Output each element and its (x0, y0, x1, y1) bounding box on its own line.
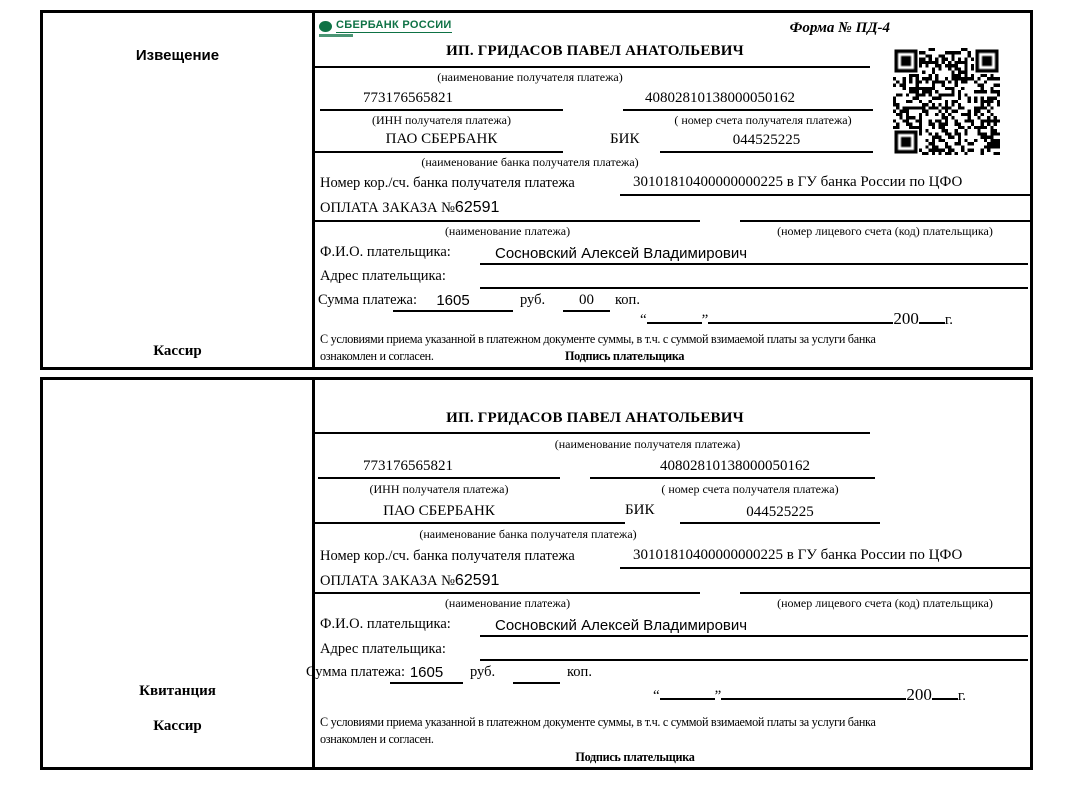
account-line (590, 477, 875, 479)
recipient-name-caption: (наименование получателя платежа) (437, 70, 623, 84)
sum-rub-line (393, 310, 513, 312)
payment-name (320, 199, 499, 217)
fio-value: Сосновский Алексей Владимирович (495, 245, 748, 262)
rub-label: руб. (470, 664, 496, 680)
recipient-name: ИП. ГРИДАСОВ ПАВЕЛ АНАТОЛЬЕВИЧ (446, 410, 744, 426)
payment-caption: (наименование платежа) (444, 596, 571, 610)
date-line (640, 309, 953, 329)
notice-section (40, 10, 1033, 370)
date-month-line (708, 309, 893, 324)
year-suffix: г. (957, 688, 967, 704)
payment-caption: (наименование платежа) (444, 224, 571, 238)
kop-line (563, 310, 610, 312)
kop-value: 00 (579, 292, 594, 308)
bank-name: ПАО СБЕРБАНК (385, 131, 498, 147)
fio-label: Ф.И.О. плательщика: (320, 616, 451, 632)
account-value: 40802810138000050162 (645, 90, 795, 106)
payment-name-line (315, 220, 700, 222)
sberbank-logo (319, 19, 452, 37)
kop-label: коп. (615, 292, 640, 308)
close-quote: ” (714, 688, 722, 704)
receipt-label: Квитанция (139, 683, 216, 699)
bank-name-line (315, 522, 625, 524)
qr-code (893, 48, 1000, 155)
inn-caption: (ИНН получателя платежа) (372, 113, 511, 127)
logo-tagline-bar (319, 34, 353, 37)
date-line (653, 685, 966, 705)
date-day-line (660, 685, 715, 700)
fio-label: Ф.И.О. плательщика: (320, 244, 451, 260)
receipt-cashier-label: Кассир (153, 718, 202, 734)
address-label: Адрес плательщика: (320, 268, 446, 284)
agreement-line1: С условиями приема указанной в платежном документе суммы, в т.ч. с суммой взимаемой платы за услуги банка (320, 332, 876, 346)
fio-line (480, 635, 1028, 637)
sum-rub-value: 1605 (409, 664, 444, 681)
open-quote: “ (653, 688, 660, 704)
address-line (480, 659, 1028, 661)
rub-label: руб. (520, 292, 546, 308)
personal-account-line (740, 592, 1030, 594)
payment-name-label: ОПЛАТА ЗАКАЗА № (320, 573, 455, 589)
order-number: 62591 (454, 199, 500, 216)
year-line (932, 685, 958, 700)
close-quote: ” (701, 312, 709, 328)
bank-name: ПАО СБЕРБАНК (383, 503, 495, 519)
sberbank-logo-text: СБЕРБАНК РОССИИ (336, 19, 452, 31)
account-caption: ( номер счета получателя платежа) (661, 482, 839, 496)
date-month-line (721, 685, 906, 700)
inn-caption: (ИНН получателя платежа) (369, 482, 509, 496)
payment-name-line (315, 592, 700, 594)
corr-line (620, 567, 1030, 569)
open-quote: “ (640, 312, 647, 328)
notice-left-column (43, 13, 315, 367)
fio-line (480, 263, 1028, 265)
payer-signature-label: Подпись плательщика (565, 349, 685, 363)
recipient-name: ИП. ГРИДАСОВ ПАВЕЛ АНАТОЛЬЕВИЧ (446, 43, 744, 59)
bank-name-line (315, 151, 563, 153)
corr-line (620, 194, 1030, 196)
sum-rub-value: 1605 (436, 292, 470, 309)
receipt-left-column (43, 380, 315, 767)
agreement-line2: ознакомлен и согласен. (320, 349, 434, 363)
receipt-section (40, 377, 1033, 770)
address-line (480, 287, 1028, 289)
recipient-name-line (315, 66, 870, 68)
kop-line (513, 682, 560, 684)
year-prefix: 200 (906, 685, 932, 704)
corr-value: 30101810400000000225 в ГУ банка России по ЦФО (633, 174, 963, 190)
bank-caption: (наименование банка получателя платежа) (419, 527, 637, 541)
order-number: 62591 (454, 572, 500, 589)
personal-account-line (740, 220, 1030, 222)
sum-label: Сумма платежа: (318, 292, 417, 308)
account-line (623, 109, 873, 111)
recipient-name-caption: (наименование получателя платежа) (554, 437, 741, 451)
payment-name (320, 572, 499, 590)
personal-account-caption: (номер лицевого счета (код) плательщика) (777, 596, 993, 610)
account-caption: ( номер счета получателя платежа) (674, 113, 852, 127)
fio-value: Сосновский Алексей Владимирович (495, 617, 748, 634)
corr-label: Номер кор./сч. банка получателя платежа (320, 175, 575, 191)
notice-cashier-label: Кассир (153, 343, 202, 359)
inn-line (318, 477, 560, 479)
sum-rub-line (390, 682, 463, 684)
corr-label: Номер кор./сч. банка получателя платежа (320, 548, 575, 564)
bik-label: БИК (625, 502, 655, 518)
account-value: 40802810138000050162 (660, 458, 810, 474)
notice-label: Извещение (135, 47, 220, 64)
date-day-line (647, 309, 702, 324)
agreement-line2: ознакомлен и согласен. (320, 732, 434, 746)
inn-line (320, 109, 563, 111)
year-line (919, 309, 945, 324)
bank-caption: (наименование банка получателя платежа) (421, 155, 639, 169)
inn-value: 773176565821 (363, 90, 453, 106)
bik-line (680, 522, 880, 524)
payment-name-label: ОПЛАТА ЗАКАЗА № (320, 200, 455, 216)
bik-value: 044525225 (732, 132, 801, 148)
payer-signature-label: Подпись плательщика (575, 750, 695, 764)
corr-value: 30101810400000000225 в ГУ банка России по ЦФО (633, 547, 963, 563)
bik-line (660, 151, 873, 153)
agreement-line1: С условиями приема указанной в платежном документе суммы, в т.ч. с суммой взимаемой платы за услуги банка (320, 715, 876, 729)
inn-value: 773176565821 (363, 458, 453, 474)
kop-label: коп. (567, 664, 592, 680)
address-label: Адрес плательщика: (320, 641, 446, 657)
year-prefix: 200 (893, 309, 919, 328)
personal-account-caption: (номер лицевого счета (код) плательщика) (777, 224, 993, 238)
sberbank-logo-icon (319, 21, 332, 32)
recipient-name-line (315, 432, 870, 434)
bik-label: БИК (610, 131, 640, 147)
sum-label: Сумма платежа: (306, 664, 405, 680)
year-suffix: г. (944, 312, 954, 328)
bik-value: 044525225 (746, 504, 814, 520)
form-number-label: Форма № ПД-4 (789, 20, 890, 36)
notice-main (315, 13, 1030, 367)
receipt-main (306, 380, 1030, 767)
